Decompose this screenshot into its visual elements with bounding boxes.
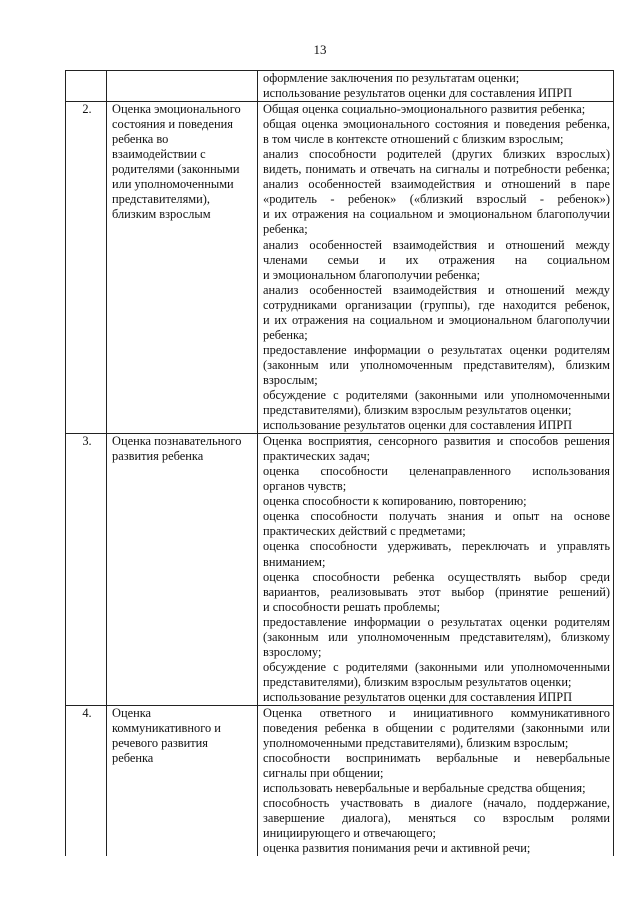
- description-line: ребенка;: [263, 327, 308, 342]
- description-line: оценка способности к копированию, повторению;: [263, 494, 527, 509]
- assessment-name-line: коммуникативного и: [112, 721, 221, 736]
- description-line: поведения ребенка в общении с родителями (законными или: [263, 721, 610, 736]
- description-line: взрослому;: [263, 644, 322, 659]
- description-line: способности воспринимать вербальные и невербальные: [263, 751, 610, 766]
- description-line: обсуждение с родителями (законными или уполномоченными: [263, 387, 610, 402]
- assessment-name: [107, 705, 258, 856]
- description-line: обсуждение с родителями (законными или уполномоченными: [263, 659, 610, 674]
- description-line: и способности решать проблемы;: [263, 599, 441, 614]
- assessment-name-line: ребенка во: [112, 132, 169, 147]
- assessment-name-line: Оценка эмоционального: [112, 102, 241, 117]
- description-line: и их отражения на социальном и эмоциональном благополучии: [263, 312, 610, 327]
- description-line: вниманием;: [263, 554, 326, 569]
- description-line: анализ особенностей взаимодействия и отношений в паре: [263, 177, 610, 192]
- row-number: 4.: [66, 705, 107, 856]
- description-line: оценка развития понимания речи и активной речи;: [263, 841, 531, 856]
- row-number: 3.: [66, 434, 107, 706]
- assessment-name: [107, 102, 258, 434]
- description-line: практических действий с предметами;: [263, 524, 466, 539]
- description-line: анализ способности родителей (других близких взрослых): [263, 147, 610, 162]
- description-line: Оценка ответного и инициативного коммуникативного: [263, 705, 610, 720]
- assessment-name-line: представителями),: [112, 192, 211, 207]
- description-line: видеть, понимать и отвечать на сигналы и потребности ребенка;: [263, 162, 610, 177]
- description-line: использование результатов оценки для составления ИПРП: [263, 418, 573, 433]
- assessment-name-line: родителями (законными: [112, 162, 240, 177]
- description-line: взрослым;: [263, 372, 318, 387]
- description-line: оценка способности ребенка осуществлять выбор среди: [263, 569, 610, 584]
- description-line: ребенка;: [263, 222, 308, 237]
- assessment-name: [107, 434, 258, 706]
- description-line: использовать невербальные и вербальные средства общения;: [263, 781, 586, 796]
- assessment-description: [258, 434, 614, 706]
- description-line: предоставление информации о результатах оценки родителям: [263, 614, 610, 629]
- description-line: Оценка восприятия, сенсорного развития и способов решения: [263, 434, 610, 449]
- assessment-name-line: развития ребенка: [112, 449, 204, 464]
- description-line: практических задач;: [263, 449, 371, 464]
- assessment-name-line: Оценка: [112, 705, 152, 720]
- row-number: [66, 71, 107, 102]
- description-line: вариантов, реализовывать этот выбор (принятие решений): [263, 584, 610, 599]
- description-line: оценка способности удерживать, переключать и управлять: [263, 539, 610, 554]
- page-number: 13: [313, 42, 327, 57]
- description-line: и их отражения на социальном и эмоциональном благополучии: [263, 207, 610, 222]
- table-row: [66, 434, 614, 706]
- table-row: [66, 102, 614, 434]
- assessment-name-line: близким взрослым: [112, 207, 211, 222]
- row-number: 2.: [66, 102, 107, 434]
- assessment-name-line: речевого развития: [112, 736, 208, 751]
- assessment-name: [107, 71, 258, 102]
- description-line: и эмоциональном благополучии ребенка;: [263, 267, 481, 282]
- description-line: (законным или уполномоченным представителям), близким: [263, 357, 610, 372]
- description-line: Общая оценка социально-эмоционального развития ребенка;: [263, 102, 586, 117]
- description-line: оценка способности получать знания и опыт на основе: [263, 509, 610, 524]
- description-line: (законным или уполномоченным представителям), близкому: [263, 629, 610, 644]
- assessment-name-line: состояния и поведения: [112, 117, 233, 132]
- assessment-name-line: или уполномоченными: [112, 177, 234, 192]
- description-line: анализ особенностей взаимодействия и отношений между: [263, 237, 610, 252]
- description-line: в том числе в контексте отношений с близким взрослым;: [263, 132, 564, 147]
- description-line: использование результатов оценки для составления ИПРП: [263, 86, 573, 101]
- description-line: сотрудниками организации (группы), где находится ребенок,: [263, 297, 610, 312]
- description-line: членами семьи и их отражения на социальном: [263, 252, 610, 267]
- assessment-name-line: взаимодействии с: [112, 147, 206, 162]
- assessment-description: [258, 102, 614, 434]
- assessment-name-line: ребенка: [112, 751, 154, 766]
- table-row: [66, 705, 614, 856]
- assessment-description: [258, 705, 614, 856]
- description-line: сигналы при общении;: [263, 766, 384, 781]
- description-line: завершение диалога), меняться со взрослым ролями: [263, 811, 610, 826]
- assessment-description: [258, 71, 614, 102]
- description-line: инициирующего и отвечающего;: [263, 826, 436, 841]
- assessment-name-line: Оценка познавательного: [112, 434, 242, 449]
- description-line: анализ особенностей взаимодействия и отношений между: [263, 282, 610, 297]
- description-line: представителями), близким взрослым результатов оценки;: [263, 403, 572, 418]
- description-line: оценка способности целенаправленного использования: [263, 464, 610, 479]
- assessment-table: [65, 70, 614, 856]
- description-line: использование результатов оценки для составления ИПРП: [263, 689, 573, 704]
- description-line: органов чувств;: [263, 479, 347, 494]
- description-line: уполномоченными представителями), близким взрослым;: [263, 736, 569, 751]
- table-row: [66, 71, 614, 102]
- description-line: предоставление информации о результатах оценки родителям: [263, 342, 610, 357]
- description-line: представителями), близким взрослым результатов оценки;: [263, 674, 572, 689]
- description-line: общая оценка эмоционального состояния и поведения ребенка,: [263, 117, 610, 132]
- description-line: способность участвовать в диалоге (начало, поддержание,: [263, 796, 610, 811]
- description-line: оформление заключения по результатам оценки;: [263, 71, 520, 85]
- description-line: «родитель - ребенок» («близкий взрослый - ребенок»): [263, 192, 610, 207]
